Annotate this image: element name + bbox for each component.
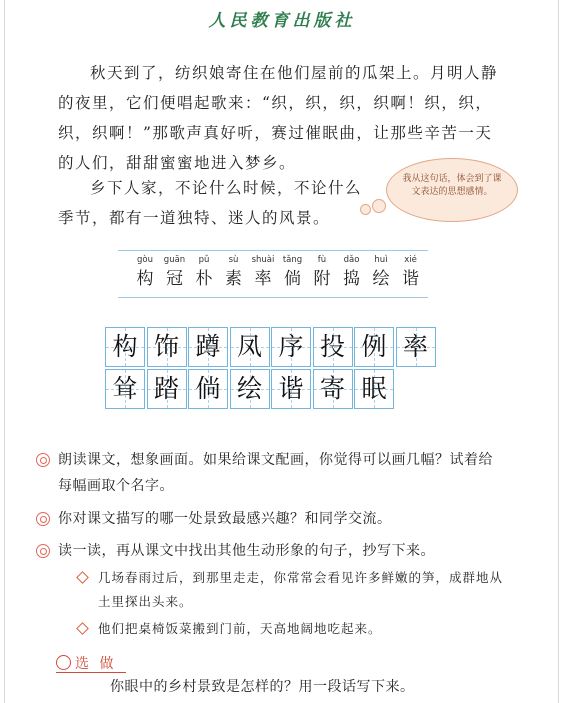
choose-icon [56, 655, 71, 670]
exercise-bullet-icon [36, 512, 50, 526]
optional-task-heading [56, 653, 116, 673]
vocab-item [248, 254, 278, 291]
writing-grid-cell [313, 369, 353, 409]
exercise-text: 你对课文描写的哪一处景致最感兴趣？和同学交流。 [58, 511, 392, 527]
publisher-logo: 人民教育出版社 [208, 11, 356, 31]
writing-grid-cell [147, 327, 187, 367]
grid-character: 凤 [236, 332, 262, 361]
grid-character: 例 [361, 332, 387, 361]
grid-character: 寄 [319, 374, 345, 403]
vocab-character: 构 [136, 269, 154, 289]
vocab-character: 绘 [372, 269, 390, 289]
vocab-character: 捣 [343, 269, 360, 289]
grid-character: 序 [278, 332, 304, 361]
grid-character: 绘 [236, 374, 262, 403]
bubble-tail-dot [372, 199, 386, 213]
vocab-item [366, 254, 396, 291]
vocab-pinyin: fù [317, 255, 327, 265]
grid-character: 率 [402, 332, 428, 361]
grid-character: 饰 [153, 332, 179, 361]
vocab-pinyin-box [118, 250, 428, 298]
vocab-item [219, 254, 249, 291]
optional-task-text: 你眼中的乡村景致是怎样的？用一段话写下来。 [110, 679, 415, 695]
writing-grid-cell [188, 369, 228, 409]
exercise-item [58, 506, 498, 532]
vocab-pinyin: sù [228, 255, 239, 265]
writing-grid-cell [354, 327, 394, 367]
vocab-character: 附 [313, 269, 331, 289]
vocab-character: 素 [225, 269, 242, 289]
exercise-item [58, 447, 498, 499]
thought-bubble-note: 我从这句话，体会到了课文表达的思想感情。 [386, 158, 518, 222]
example-text: 几场春雨过后，到那里走走，你常常会看见许多鲜嫩的笋，成群地从土里探出头来。 [98, 570, 504, 609]
vocab-character: 倘 [284, 269, 301, 289]
grid-character: 倘 [195, 374, 221, 403]
vocab-pinyin: gòu [137, 255, 153, 265]
example-sentence [98, 617, 508, 641]
exercise-bullet-icon [36, 544, 50, 558]
vocab-pinyin: xié [404, 255, 417, 265]
vocab-character: 率 [254, 269, 272, 289]
writing-grid-cell [105, 369, 145, 409]
vocab-pinyin: pǔ [198, 255, 210, 265]
writing-grid-cell [230, 369, 270, 409]
writing-grid-cell [396, 327, 436, 367]
vocab-pinyin: tǎng [282, 255, 303, 265]
writing-grid-cell [313, 327, 353, 367]
grid-character: 蹲 [195, 332, 221, 361]
bubble-tail-dot [360, 204, 371, 215]
vocab-character: 冠 [166, 269, 183, 289]
writing-grid-cell [354, 369, 394, 409]
exercise-item [58, 538, 498, 564]
grid-character: 构 [112, 332, 138, 361]
vocab-pinyin: huì [374, 255, 388, 265]
vocab-character: 谐 [402, 269, 419, 289]
writing-grid-cell [147, 369, 187, 409]
heading-underline [56, 672, 126, 673]
vocab-item [160, 254, 190, 291]
vocab-item [189, 254, 219, 291]
paragraph-2-text: 乡下人家，不论什么时候，不论什么季节，都有一道独特、迷人的风景。 [58, 179, 363, 227]
optional-task-title: 选 做 [75, 656, 117, 672]
writing-grid-cell [105, 327, 145, 367]
grid-character: 眠 [361, 374, 387, 403]
paragraph-1-text: 秋天到了，纺织娘寄住在他们屋前的瓜架上。月明人静的夜里，它们便唱起歌来：“织，织，织，织啊！织，织，织，织啊！”那歌声真好听，赛过催眠曲，让那些辛苦一天的人们，甜甜蜜蜜地进入梦乡。 [58, 64, 499, 172]
grid-character: 投 [319, 332, 345, 361]
writing-grid-cell [230, 327, 270, 367]
paragraph-2 [58, 173, 378, 233]
grid-character: 谐 [278, 374, 304, 403]
writing-grid-cell [271, 369, 311, 409]
vocab-item [307, 254, 337, 291]
vocab-item [396, 254, 426, 291]
grid-character: 踏 [153, 374, 179, 403]
vocab-item [337, 254, 367, 291]
vocab-pinyin: guān [163, 255, 186, 265]
exercise-text: 读一读，再从课文中找出其他生动形象的句子，抄写下来。 [58, 543, 435, 559]
vocab-pinyin: shuài [251, 255, 275, 265]
exercise-bullet-icon [36, 453, 50, 467]
grid-character: 耸 [112, 374, 138, 403]
writing-grid-cell [188, 327, 228, 367]
example-sentence [98, 566, 508, 614]
vocab-item [278, 254, 308, 291]
vocab-pinyin: dǎo [343, 255, 360, 265]
vocab-character: 朴 [195, 269, 213, 289]
vocab-item [130, 254, 160, 291]
exercise-text: 朗读课文，想象画面。如果给课文配画，你觉得可以画几幅？试着给每幅画取个名字。 [58, 452, 493, 494]
example-text: 他们把桌椅饭菜搬到门前，天高地阔地吃起来。 [98, 621, 382, 636]
writing-grid-cell [271, 327, 311, 367]
